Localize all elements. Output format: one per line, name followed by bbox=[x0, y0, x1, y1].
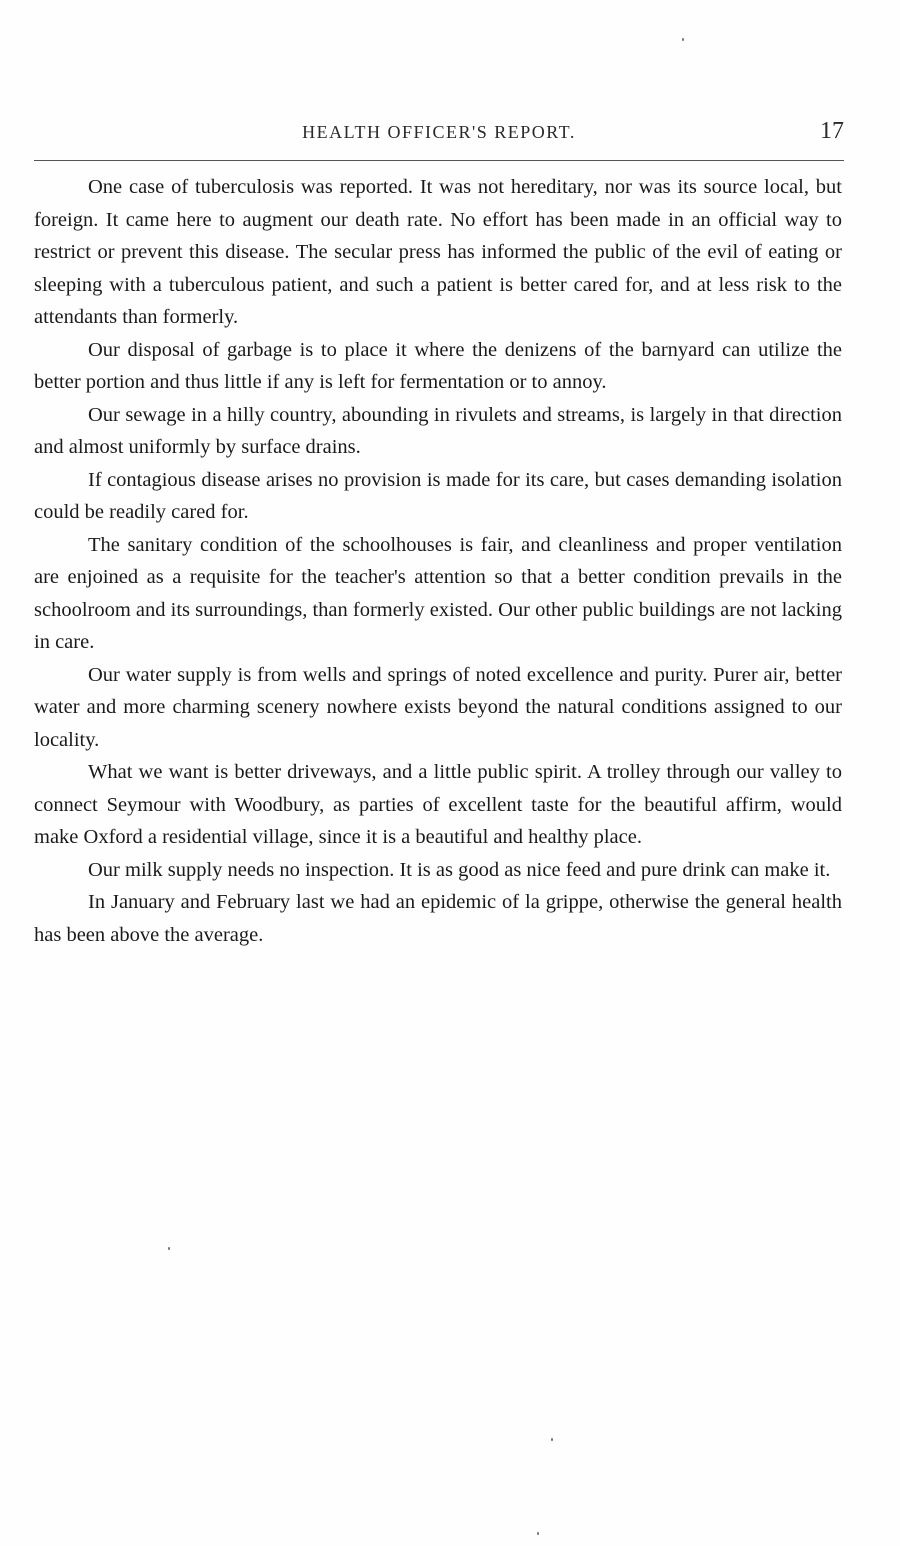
paragraph-tuberculosis: One case of tuberculosis was reported. It was not hereditary, nor was its source local, but foreign. It came here to augment our death rate. No effort has been made in an official way to restrict or prevent this disease. The secular press has informed the public of the evil of eating or sleeping with a tuberculous patient, and such a patient is better cared for, and at less risk to the attendants than formerly. bbox=[34, 176, 842, 328]
paper-speck bbox=[168, 1247, 170, 1250]
paragraph-milk-supply: Our milk supply needs no inspection. It is as good as nice feed and pure drink can make it. bbox=[88, 858, 831, 881]
paper-speck bbox=[551, 1438, 553, 1441]
page-number: 17 bbox=[820, 118, 844, 144]
running-header bbox=[34, 118, 844, 150]
paragraph-water-supply: Our water supply is from wells and springs of noted excellence and purity. Purer air, better water and more charming scenery nowhere exists beyond the natural conditions assigned to our locality. bbox=[34, 663, 842, 751]
paragraph-driveways: What we want is better driveways, and a little public spirit. A trolley through our valley to connect Seymour with Woodbury, as parties of excellent taste for the beautiful affirm, would make Oxford a residential village, since it is a beautiful and healthy place. bbox=[34, 761, 842, 848]
paper-speck bbox=[537, 1532, 539, 1535]
paragraph-sewage: Our sewage in a hilly country, abounding in rivulets and streams, is largely in that direction and almost uniformly by surface drains. bbox=[34, 403, 842, 458]
paragraph-schoolhouses: The sanitary condition of the schoolhouses is fair, and cleanliness and proper ventilation are enjoined as a requisite for the teacher's attention so that a better condition prevails in the schoolroom and its surroundings, than formerly existed. Our other public buildings are not lacking in care. bbox=[34, 533, 842, 653]
paper-speck bbox=[682, 38, 684, 41]
running-title: HEALTH OFFICER'S REPORT. bbox=[302, 122, 576, 142]
paragraph-garbage: Our disposal of garbage is to place it where the denizens of the barnyard can utilize the better portion and thus little if any is left for fermentation or to annoy. bbox=[34, 338, 842, 393]
paragraph-contagious-disease: If contagious disease arises no provision is made for its care, but cases demanding isolation could be readily cared for. bbox=[34, 468, 842, 523]
report-body bbox=[34, 171, 842, 951]
header-rule bbox=[34, 160, 844, 161]
paragraph-general-health: In January and February last we had an epidemic of la grippe, otherwise the general health has been above the average. bbox=[34, 891, 842, 946]
